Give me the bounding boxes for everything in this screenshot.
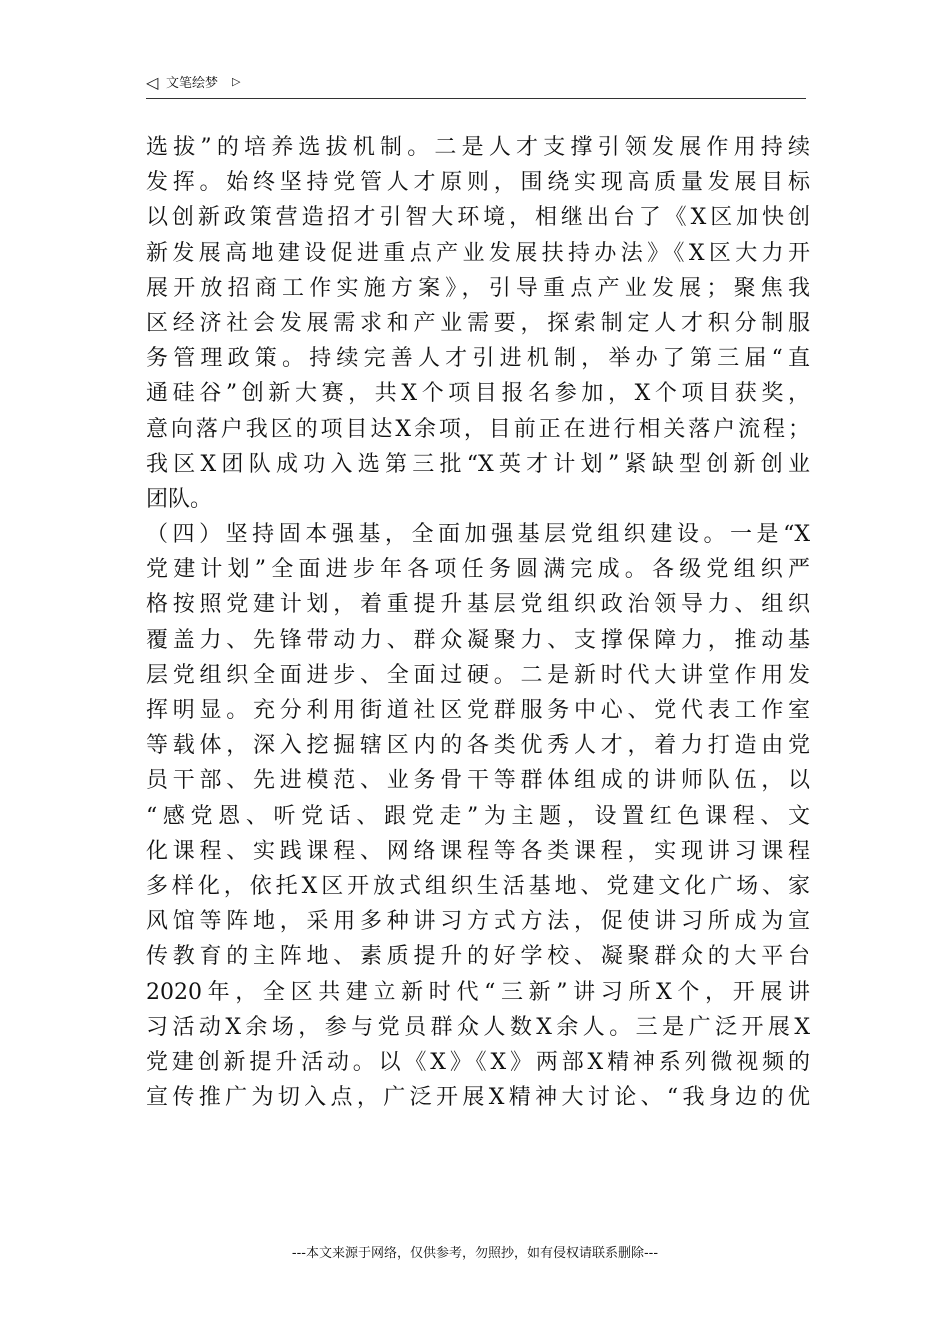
text-line: 宣传推广为切入点，广泛开展X精神大讨论、“我身边的优: [146, 1085, 810, 1111]
page-header: [146, 70, 806, 99]
text-line: 覆盖力、先锋带动力、群众凝聚力、支撑保障力，推动基: [146, 627, 810, 653]
text-line: 等载体，深入挖掘辖区内的各类优秀人才，着力打造由党: [146, 733, 810, 759]
text-line: 以创新政策营造招才引智大环境，相继出台了《X区加快创: [146, 205, 810, 231]
text-line: 挥明显。充分利用街道社区党群服务中心、党代表工作室: [146, 698, 810, 723]
text-line: 风馆等阵地，采用多种讲习方式方法，促使讲习所成为宣: [146, 909, 810, 935]
text-line: 选拔”的培养选拔机制。二是人才支撑引领发展作用持续: [146, 135, 810, 160]
text-line: 新发展高地建设促进重点产业发展扶持办法》《X区大力开: [146, 240, 810, 266]
text-line: 党建创新提升活动。以《X》《X》两部X精神系列微视频的: [146, 1049, 810, 1075]
text-line: （四）坚持固本强基，全面加强基层党组织建设。一是“X: [146, 522, 810, 548]
text-line: 展开放招商工作实施方案》，引导重点产业发展；聚焦我: [146, 275, 810, 301]
text-line: 2020年，全区共建立新时代“三新”讲习所X个，开展讲: [146, 979, 810, 1005]
text-line: 化课程、实践课程、网络课程等各类课程，实现讲习课程: [146, 838, 810, 864]
text-line: 务管理政策。持续完善人才引进机制，举办了第三届“直: [146, 346, 810, 372]
text-line: 员干部、先进模范、业务骨干等群体组成的讲师队伍，以: [146, 768, 810, 794]
text-line: 习活动X余场，参与党员群众人数X余人。三是广泛开展X: [146, 1014, 810, 1040]
text-line: 我区X团队成功入选第三批“X英才计划”紧缺型创新创业: [146, 451, 810, 477]
text-line: 多样化，依托X区开放式组织生活基地、党建文化广场、家: [146, 873, 810, 899]
left-triangle-icon: ◁: [146, 73, 159, 92]
text-line: 传教育的主阵地、素质提升的好学校、凝聚群众的大平台: [146, 944, 810, 970]
document-body: [146, 130, 810, 1115]
text-line: 区经济社会发展需求和产业需要，探索制定人才积分制服: [146, 310, 810, 336]
page-footer: ---本文来源于网络，仅供参考，勿照抄，如有侵权请联系删除---: [291, 1246, 659, 1261]
text-line: 发挥。始终坚持党管人才原则，围绕实现高质量发展目标: [146, 170, 810, 196]
text-line: 意向落户我区的项目达X余项，目前正在进行相关落户流程；: [146, 416, 810, 442]
text-line: 格按照党建计划，着重提升基层党组织政治领导力、组织: [146, 592, 810, 618]
text-line: “感党恩、听党话、跟党走”为主题，设置红色课程、文: [146, 803, 810, 829]
text-line: 党建计划”全面进步年各项任务圆满完成。各级党组织严: [146, 557, 810, 583]
text-line: 团队。: [146, 486, 213, 512]
right-triangle-icon: ▷: [232, 75, 241, 88]
text-line: 层党组织全面进步、全面过硬。二是新时代大讲堂作用发: [146, 662, 810, 688]
header-brand: 文笔绘梦: [166, 76, 219, 91]
text-line: 通硅谷”创新大赛，共X个项目报名参加，X个项目获奖，: [146, 381, 810, 407]
